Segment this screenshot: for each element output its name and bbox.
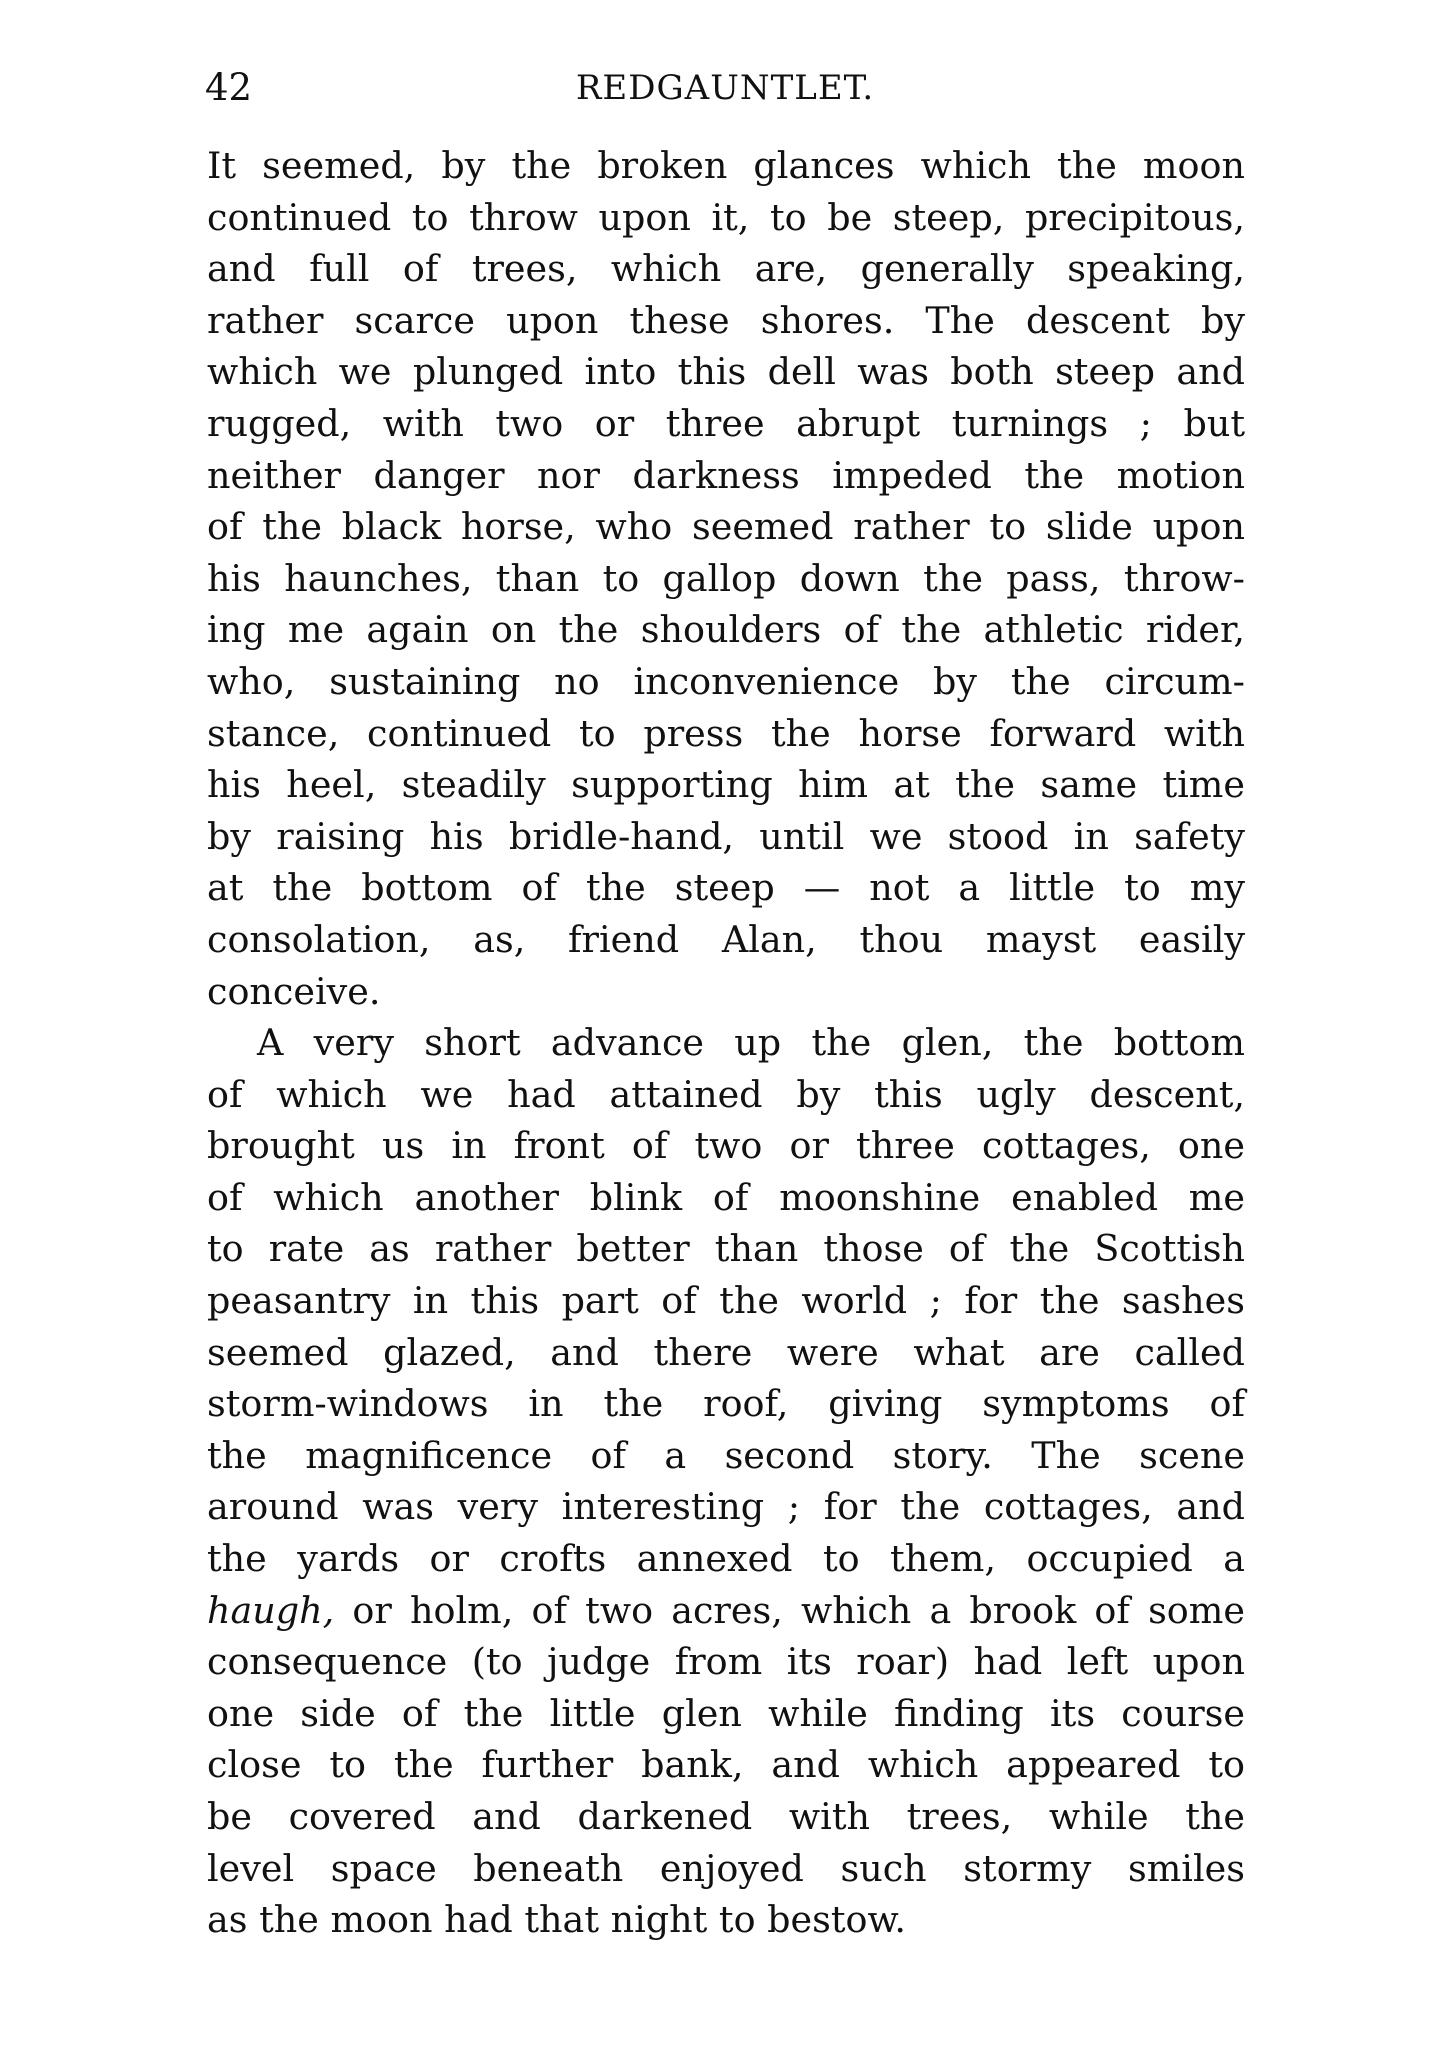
text-line: by raising his bridle-hand, until we stood in safety: [207, 814, 1245, 858]
text-line: of which another blink of moonshine enabled me: [207, 1175, 1245, 1219]
italic-word: haugh,: [207, 1588, 335, 1632]
text-line: rugged, with two or three abrupt turnings ; but: [207, 401, 1245, 445]
text-line: continued to throw upon it, to be steep, precipitous,: [207, 195, 1245, 239]
text-line: A very short advance up the glen, the bottom: [257, 1021, 1245, 1065]
text-line: peasantry in this part of the world ; for the sashes: [207, 1279, 1245, 1323]
text-line: be covered and darkened with trees, while the: [207, 1795, 1245, 1838]
text-line-with-italic: [207, 1585, 1245, 1637]
text-line: the magnificence of a second story. The scene: [207, 1433, 1245, 1477]
text-line: conceive.: [207, 969, 381, 1013]
text-line: brought us in front of two or three cottages, one: [207, 1124, 1245, 1168]
text-line: stance, continued to press the horse forward with: [207, 711, 1245, 755]
text-line: to rate as rather better than those of the Scottish: [207, 1227, 1245, 1271]
text-line: the yards or crofts annexed to them, occupied a: [207, 1537, 1245, 1581]
text-line: around was very interesting ; for the cottages, and: [207, 1485, 1245, 1529]
text-line: consequence (to judge from its roar) had left upon: [207, 1640, 1245, 1684]
text-line: It seemed, by the broken glances which the moon: [207, 144, 1245, 187]
text-line: ing me again on the shoulders of the athletic rider,: [207, 608, 1245, 652]
running-head: [205, 58, 1245, 118]
text-line: rather scarce upon these shores. The descent by: [207, 298, 1245, 342]
text-line: his haunches, than to gallop down the pass, throw-: [207, 556, 1245, 600]
text-line: seemed glazed, and there were what are called: [207, 1330, 1245, 1374]
page-number: 42: [205, 66, 253, 109]
text-line-rest: or holm, of two acres, which a brook of some: [352, 1588, 1245, 1632]
running-title: REDGAUNTLET.: [575, 68, 875, 108]
text-line: who, sustaining no inconvenience by the circum-: [207, 659, 1245, 703]
text-line: level space beneath enjoyed such stormy smiles: [207, 1846, 1245, 1890]
text-line: of which we had attained by this ugly descent,: [207, 1072, 1245, 1116]
text-line: storm-windows in the roof, giving symptoms of: [207, 1382, 1245, 1426]
text-line: one side of the little glen while finding its course: [207, 1691, 1245, 1735]
text-line: which we plunged into this dell was both steep and: [207, 350, 1245, 394]
text-line: consolation, as, friend Alan, thou mayst easily: [207, 917, 1245, 961]
text-line: close to the further bank, and which appeared to: [207, 1743, 1245, 1787]
text-line: his heel, steadily supporting him at the same time: [207, 763, 1245, 807]
text-line: neither danger nor darkness impeded the motion: [207, 453, 1245, 497]
text-line: of the black horse, who seemed rather to slide upon: [207, 505, 1245, 549]
text-line: at the bottom of the steep — not a little to my: [207, 866, 1245, 910]
text-line: and full of trees, which are, generally speaking,: [207, 247, 1245, 291]
body-text: [207, 140, 1245, 1946]
text-line: as the moon had that night to bestow.: [207, 1898, 907, 1942]
